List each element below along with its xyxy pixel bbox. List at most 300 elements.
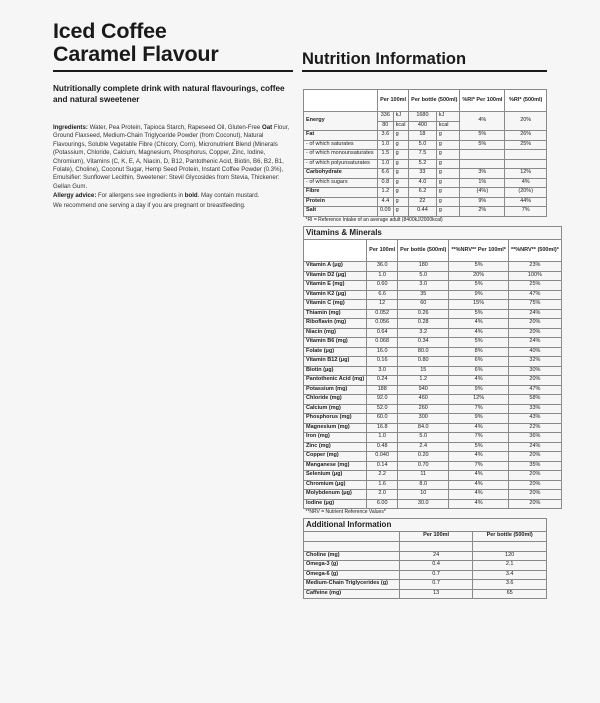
vitamin-per100: 52.0	[367, 404, 398, 414]
nutrient-unit: g	[393, 140, 409, 150]
vitamin-nrv100: 12%	[449, 395, 509, 405]
nutrient-unit: g	[393, 150, 409, 160]
vitamin-per100: 16.0	[367, 347, 398, 357]
vitamin-label: Vitamin D2 (μg)	[304, 271, 367, 281]
vitamin-row	[304, 490, 562, 500]
vitamin-per100: 0.056	[367, 319, 398, 329]
vitamin-per100: 0.16	[367, 357, 398, 367]
nutrient-unit-bottle: g	[436, 150, 460, 160]
vitamin-perbottle: 10	[398, 490, 449, 500]
additional-perbottle: 120	[473, 551, 547, 561]
nutrient-unit-bottle: g	[436, 207, 460, 217]
nutrition-rows	[304, 131, 547, 217]
vitamin-nrv100: 9%	[449, 290, 509, 300]
vitamin-per100: 0.040	[367, 452, 398, 462]
vitamin-row	[304, 499, 562, 509]
vitamin-perbottle: 940	[398, 385, 449, 395]
vitamin-row	[304, 452, 562, 462]
nutrient-perbottle: 18	[409, 131, 437, 141]
vitamin-per100: 60.0	[367, 414, 398, 424]
vitamin-nrv100: 4%	[449, 452, 509, 462]
vitamin-per100: 3.0	[367, 366, 398, 376]
vitamin-label: Biotin (μg)	[304, 366, 367, 376]
vitamin-row	[304, 480, 562, 490]
vitamin-per100: 36.0	[367, 262, 398, 272]
nutrient-unit-bottle: g	[436, 140, 460, 150]
energy-kj-unit: kJ	[393, 112, 409, 122]
vitamin-perbottle: 15	[398, 366, 449, 376]
nutrition-row	[304, 131, 547, 141]
nutrient-ri500	[505, 150, 547, 160]
vitamins-table	[303, 226, 562, 518]
vitamin-per100: 0.48	[367, 442, 398, 452]
vitamin-label: Potassium (mg)	[304, 385, 367, 395]
additional-perbottle: 2.1	[473, 561, 547, 571]
vitamin-row	[304, 309, 562, 319]
additional-perbottle: 3.6	[473, 580, 547, 590]
vitamin-nrv500: 35%	[508, 461, 561, 471]
vitamins-col-nrv100: **%NRV** Per 100ml*	[449, 240, 509, 262]
title-divider	[53, 70, 293, 72]
nutrient-unit: g	[393, 197, 409, 207]
vitamin-perbottle: 300	[398, 414, 449, 424]
vitamin-label: Vitamin E (mg)	[304, 281, 367, 291]
nutrient-label: - of which polyunsaturates	[304, 159, 378, 169]
vitamin-label: Iron (mg)	[304, 433, 367, 443]
vitamin-row	[304, 423, 562, 433]
vitamins-col-perbottle: Per bottle (500ml)	[398, 240, 449, 262]
nutrient-per100: 0.09	[377, 207, 393, 217]
nutrient-per100: 6.6	[377, 169, 393, 179]
nutrient-label: - of which monounsaturates	[304, 150, 378, 160]
vitamin-label: Thiamin (mg)	[304, 309, 367, 319]
vitamin-perbottle: 0.70	[398, 461, 449, 471]
nutrient-perbottle: 7.5	[409, 150, 437, 160]
vitamin-nrv100: 5%	[449, 309, 509, 319]
vitamin-per100: 0.24	[367, 376, 398, 386]
nutrition-divider	[302, 70, 547, 72]
vitamin-row	[304, 338, 562, 348]
nutrient-perbottle: 6.2	[409, 188, 437, 198]
vitamins-rows	[304, 262, 562, 509]
vitamin-label: Molybdenum (μg)	[304, 490, 367, 500]
nutrient-per100: 1.2	[377, 188, 393, 198]
vitamin-nrv100: 9%	[449, 385, 509, 395]
vitamin-nrv100: 20%	[449, 271, 509, 281]
vitamin-label: Vitamin C (mg)	[304, 300, 367, 310]
nutrient-label: Carbohydrate	[304, 169, 378, 179]
nutrient-unit: g	[393, 207, 409, 217]
vitamin-perbottle: 180	[398, 262, 449, 272]
nutrient-ri500: 44%	[505, 197, 547, 207]
nutrient-ri100: 5%	[460, 140, 505, 150]
additional-perbottle: 65	[473, 589, 547, 599]
vitamin-per100: 6.6	[367, 290, 398, 300]
vitamin-per100: 0.052	[367, 309, 398, 319]
nutrient-unit: g	[393, 131, 409, 141]
vitamin-label: Vitamin A (μg)	[304, 262, 367, 272]
nutrient-per100: 1.0	[377, 140, 393, 150]
vitamin-perbottle: 460	[398, 395, 449, 405]
vitamin-nrv500: 100%	[508, 271, 561, 281]
allergy-advice	[53, 192, 296, 200]
nutrient-unit-bottle: g	[436, 188, 460, 198]
vitamin-nrv500: 24%	[508, 338, 561, 348]
vitamin-per100: 1.0	[367, 433, 398, 443]
nutrient-ri500: 4%	[505, 178, 547, 188]
vitamin-per100: 0.068	[367, 338, 398, 348]
ingredients-text-2: Flour, Ground Flaxseed, Medium-Chain Triglyceride Powder (from Coconut), Natural Flavourings, Soluble Vegetable Fibre (Chicory, Corn), Micronutrient Blend (Minerals (Potassium, Chloride, Calcium, Magnesium, Phosphorus, Copper, Zinc, Iodine, Chromium), Vitamins (C, K, E, A, Niacin, D, B12, Pantothenic Acid, Biotin, B6, B2, B1, Folate), Choline), Coconut Sugar, Hemp Seed Protein, Instant Coffee Powder (0.3%), Emulsifier: Sunflower Lecithin, Sweetener: Stevil Glycosides from Stevia, Thickener: Gellan Gum.	[53, 124, 290, 190]
nutrition-row	[304, 188, 547, 198]
vitamin-row	[304, 461, 562, 471]
additional-table	[303, 518, 547, 599]
vitamins-header-blank	[304, 240, 367, 262]
vitamin-nrv500: 22%	[508, 423, 561, 433]
product-tagline: Nutritionally complete drink with natural flavourings, coffee and natural sweetener	[53, 84, 285, 104]
energy-kcal-unit-bottle: kcal	[436, 121, 460, 131]
nutrition-header-blank	[304, 90, 378, 112]
vitamin-nrv500: 33%	[508, 404, 561, 414]
nutrient-ri100: 5%	[460, 131, 505, 141]
vitamins-col-per100: Per 100ml	[367, 240, 398, 262]
additional-row	[304, 551, 547, 561]
nutrient-perbottle: 5.0	[409, 140, 437, 150]
vitamin-nrv100: 7%	[449, 433, 509, 443]
vitamin-nrv500: 25%	[508, 281, 561, 291]
additional-row	[304, 570, 547, 580]
additional-per100: 13	[399, 589, 472, 599]
additional-per100: 0.4	[399, 561, 472, 571]
allergy-label: Allergy advice:	[53, 192, 97, 200]
allergy-text: For allergens see ingredients in	[96, 192, 185, 200]
energy-kcal-unit: kcal	[393, 121, 409, 131]
nutrient-ri500: 7%	[505, 207, 547, 217]
vitamin-row	[304, 262, 562, 272]
nutrient-label: Fat	[304, 131, 378, 141]
vitamin-row	[304, 376, 562, 386]
vitamin-perbottle: 3.2	[398, 328, 449, 338]
vitamin-nrv100: 4%	[449, 499, 509, 509]
vitamin-perbottle: 35	[398, 290, 449, 300]
vitamin-per100: 92.0	[367, 395, 398, 405]
nutrition-col-per100: Per 100ml	[377, 90, 408, 112]
additional-label: Choline (mg)	[304, 551, 400, 561]
vitamin-nrv100: 9%	[449, 414, 509, 424]
nutrition-row	[304, 169, 547, 179]
vitamin-nrv100: 5%	[449, 442, 509, 452]
nutrient-label: Protein	[304, 197, 378, 207]
vitamin-label: Folate (μg)	[304, 347, 367, 357]
nutrient-label: Fibre	[304, 188, 378, 198]
energy-ri100: 4%	[460, 112, 505, 131]
vitamin-per100: 0.14	[367, 461, 398, 471]
energy-label: Energy	[304, 112, 378, 131]
additional-perbottle: 3.4	[473, 570, 547, 580]
nutrient-unit: g	[393, 159, 409, 169]
ingredients-block	[53, 124, 296, 210]
oat-allergen: Oat	[261, 124, 273, 131]
vitamins-footnote: **NRV = Nutrient Reference Values*	[305, 509, 386, 516]
nutrient-ri100: 2%	[460, 207, 505, 217]
vitamin-nrv500: 47%	[508, 385, 561, 395]
energy-kj-unit-bottle: kJ	[436, 112, 460, 122]
nutrient-label: - of which sugars	[304, 178, 378, 188]
ingredients-label: Ingredients:	[53, 124, 88, 131]
vitamin-nrv100: 6%	[449, 366, 509, 376]
vitamin-nrv500: 75%	[508, 300, 561, 310]
nutrient-perbottle: 22	[409, 197, 437, 207]
nutrient-perbottle: 0.44	[409, 207, 437, 217]
nutrition-row	[304, 159, 547, 169]
vitamin-per100: 2.0	[367, 490, 398, 500]
vitamin-nrv500: 40%	[508, 347, 561, 357]
nutrition-table	[303, 89, 547, 225]
vitamin-label: Vitamin B6 (mg)	[304, 338, 367, 348]
vitamin-nrv500: 20%	[508, 376, 561, 386]
vitamin-row	[304, 404, 562, 414]
allergy-text-2: . May contain mustard.	[197, 192, 260, 200]
vitamin-perbottle: 80.0	[398, 347, 449, 357]
vitamin-perbottle: 0.26	[398, 309, 449, 319]
nutrient-per100: 3.6	[377, 131, 393, 141]
energy-ri500: 20%	[505, 112, 547, 131]
vitamin-per100: 1.0	[367, 271, 398, 281]
vitamin-perbottle: 3.0	[398, 281, 449, 291]
nutrient-per100: 4.4	[377, 197, 393, 207]
vitamin-row	[304, 433, 562, 443]
energy-kcal-100: 80	[377, 121, 393, 131]
vitamin-perbottle: 0.34	[398, 338, 449, 348]
vitamin-label: Pantothenic Acid (mg)	[304, 376, 367, 386]
nutrition-row	[304, 178, 547, 188]
additional-row	[304, 589, 547, 599]
vitamin-row	[304, 300, 562, 310]
vitamin-nrv500: 20%	[508, 471, 561, 481]
additional-col-perbottle: Per bottle (500ml)	[473, 532, 547, 542]
additional-per100: 24	[399, 551, 472, 561]
nutrient-unit-bottle: g	[436, 178, 460, 188]
vitamin-nrv100: 8%	[449, 347, 509, 357]
vitamin-nrv100: 5%	[449, 338, 509, 348]
vitamin-row	[304, 319, 562, 329]
vitamin-nrv500: 20%	[508, 319, 561, 329]
vitamin-row	[304, 328, 562, 338]
nutrient-ri100	[460, 150, 505, 160]
vitamin-perbottle: 84.0	[398, 423, 449, 433]
vitamin-nrv500: 58%	[508, 395, 561, 405]
vitamin-row	[304, 347, 562, 357]
additional-spacer	[473, 541, 547, 551]
vitamin-row	[304, 357, 562, 367]
additional-header-row	[304, 532, 547, 542]
nutrient-ri100: (4%)	[460, 188, 505, 198]
vitamin-nrv100: 7%	[449, 461, 509, 471]
vitamin-nrv500: 24%	[508, 442, 561, 452]
nutrition-heading: Nutrition Information	[302, 50, 467, 68]
vitamin-perbottle: 8.0	[398, 480, 449, 490]
nutrient-unit: g	[393, 169, 409, 179]
vitamin-nrv100: 4%	[449, 376, 509, 386]
energy-kj-100: 336	[377, 112, 393, 122]
nutrition-col-ri500: %RI* (500ml)	[505, 90, 547, 112]
vitamin-label: Manganese (mg)	[304, 461, 367, 471]
additional-per100: 0.7	[399, 580, 472, 590]
vitamin-perbottle: 1.2	[398, 376, 449, 386]
nutrient-ri500: (20%)	[505, 188, 547, 198]
additional-row	[304, 580, 547, 590]
vitamin-nrv500: 20%	[508, 490, 561, 500]
vitamin-row	[304, 281, 562, 291]
vitamin-nrv100: 4%	[449, 490, 509, 500]
vitamin-nrv100: 15%	[449, 300, 509, 310]
vitamin-per100: 0.60	[367, 281, 398, 291]
vitamin-per100: 12	[367, 300, 398, 310]
nutrient-perbottle: 5.2	[409, 159, 437, 169]
vitamin-label: Iodine (μg)	[304, 499, 367, 509]
energy-row	[304, 112, 547, 122]
nutrient-unit-bottle: g	[436, 131, 460, 141]
vitamin-row	[304, 366, 562, 376]
nutrient-ri100	[460, 159, 505, 169]
nutrition-header-row	[304, 90, 547, 112]
additional-rows	[304, 551, 547, 599]
vitamin-per100: 188	[367, 385, 398, 395]
nutrient-ri100: 9%	[460, 197, 505, 207]
additional-spacer	[399, 541, 472, 551]
vitamin-nrv500: 24%	[508, 309, 561, 319]
vitamin-nrv100: 5%	[449, 281, 509, 291]
nutrient-ri100: 3%	[460, 169, 505, 179]
vitamin-row	[304, 290, 562, 300]
product-title	[53, 20, 218, 66]
additional-heading: Additional Information	[304, 519, 547, 532]
vitamin-nrv100: 4%	[449, 319, 509, 329]
nutrient-ri500: 12%	[505, 169, 547, 179]
vitamin-row	[304, 414, 562, 424]
vitamin-nrv100: 4%	[449, 423, 509, 433]
vitamins-heading: Vitamins & Minerals	[304, 227, 562, 240]
vitamin-perbottle: 5.0	[398, 271, 449, 281]
vitamin-perbottle: 0.28	[398, 319, 449, 329]
vitamin-nrv100: 4%	[449, 471, 509, 481]
product-title-line1: Iced Coffee	[53, 19, 167, 43]
vitamin-row	[304, 395, 562, 405]
vitamin-nrv500: 20%	[508, 328, 561, 338]
vitamin-nrv500: 23%	[508, 262, 561, 272]
vitamin-nrv100: 7%	[449, 404, 509, 414]
vitamin-label: Vitamin K2 (μg)	[304, 290, 367, 300]
vitamin-nrv100: 6%	[449, 357, 509, 367]
nutrition-row	[304, 150, 547, 160]
ingredients-paragraph	[53, 124, 296, 191]
nutrient-unit-bottle: g	[436, 159, 460, 169]
vitamin-per100: 16.8	[367, 423, 398, 433]
nutrient-label: Salt	[304, 207, 378, 217]
additional-label: Caffeine (mg)	[304, 589, 400, 599]
nutrient-label: - of which saturates	[304, 140, 378, 150]
vitamin-nrv500: 20%	[508, 499, 561, 509]
vitamin-row	[304, 442, 562, 452]
vitamin-label: Riboflavin (mg)	[304, 319, 367, 329]
vitamin-label: Selenium (μg)	[304, 471, 367, 481]
nutrient-unit: g	[393, 178, 409, 188]
pregnancy-recommendation: We recommend one serving a day if you are pregnant or breastfeeding.	[53, 201, 246, 209]
vitamins-col-nrv500: **%NRV** (500ml)*	[508, 240, 561, 262]
vitamin-nrv500: 30%	[508, 366, 561, 376]
nutrient-ri100: 1%	[460, 178, 505, 188]
nutrient-ri500: 26%	[505, 131, 547, 141]
vitamin-label: Calcium (mg)	[304, 404, 367, 414]
additional-label: Omega-6 (g)	[304, 570, 400, 580]
nutrient-unit: g	[393, 188, 409, 198]
vitamin-perbottle: 260	[398, 404, 449, 414]
additional-label: Omega-3 (g)	[304, 561, 400, 571]
additional-label: Medium-Chain Triglycerides (g)	[304, 580, 400, 590]
vitamin-label: Zinc (mg)	[304, 442, 367, 452]
vitamin-label: Vitamin B12 (μg)	[304, 357, 367, 367]
vitamin-per100: 0.64	[367, 328, 398, 338]
vitamin-label: Copper (mg)	[304, 452, 367, 462]
vitamin-nrv100: 4%	[449, 328, 509, 338]
vitamin-label: Chromium (μg)	[304, 480, 367, 490]
vitamin-nrv500: 32%	[508, 357, 561, 367]
nutrient-per100: 1.5	[377, 150, 393, 160]
vitamin-nrv100: 5%	[449, 262, 509, 272]
vitamin-perbottle: 2.4	[398, 442, 449, 452]
nutrient-ri500	[505, 159, 547, 169]
nutrition-footnote: *RI = Reference Intake of an average adult (8400kJ/2000kcal)	[305, 216, 443, 223]
nutrition-col-ri100: %RI* Per 100ml	[460, 90, 505, 112]
nutrient-per100: 1.0	[377, 159, 393, 169]
vitamin-nrv500: 20%	[508, 452, 561, 462]
vitamin-perbottle: 60	[398, 300, 449, 310]
additional-spacer	[304, 541, 400, 551]
vitamins-header-row	[304, 240, 562, 262]
nutrition-row	[304, 197, 547, 207]
nutrient-ri500: 25%	[505, 140, 547, 150]
vitamin-perbottle: 0.80	[398, 357, 449, 367]
nutrient-per100: 0.8	[377, 178, 393, 188]
vitamin-row	[304, 471, 562, 481]
vitamin-perbottle: 0.20	[398, 452, 449, 462]
nutrient-unit-bottle: g	[436, 169, 460, 179]
vitamin-per100: 2.2	[367, 471, 398, 481]
vitamin-nrv500: 43%	[508, 414, 561, 424]
nutrient-perbottle: 4.0	[409, 178, 437, 188]
vitamin-row	[304, 271, 562, 281]
vitamin-perbottle: 11	[398, 471, 449, 481]
energy-kcal-bottle: 400	[409, 121, 437, 131]
nutrition-row	[304, 140, 547, 150]
vitamin-perbottle: 5.0	[398, 433, 449, 443]
vitamin-label: Magnesium (mg)	[304, 423, 367, 433]
additional-header-blank	[304, 532, 400, 542]
vitamin-nrv500: 36%	[508, 433, 561, 443]
vitamin-perbottle: 30.0	[398, 499, 449, 509]
ingredients-text: Water, Pea Protein, Tapioca Starch, Rapeseed Oil, Gluten-Free	[89, 124, 262, 131]
vitamin-nrv500: 47%	[508, 290, 561, 300]
nutrition-row	[304, 207, 547, 217]
vitamin-label: Niacin (mg)	[304, 328, 367, 338]
vitamin-nrv500: 20%	[508, 480, 561, 490]
additional-col-per100: Per 100ml	[399, 532, 472, 542]
nutrient-perbottle: 33	[409, 169, 437, 179]
product-title-line2: Caramel Flavour	[53, 42, 219, 66]
allergy-bold-word: bold	[184, 192, 198, 200]
vitamin-per100: 6.00	[367, 499, 398, 509]
vitamin-per100: 1.6	[367, 480, 398, 490]
energy-kj-bottle: 1680	[409, 112, 437, 122]
